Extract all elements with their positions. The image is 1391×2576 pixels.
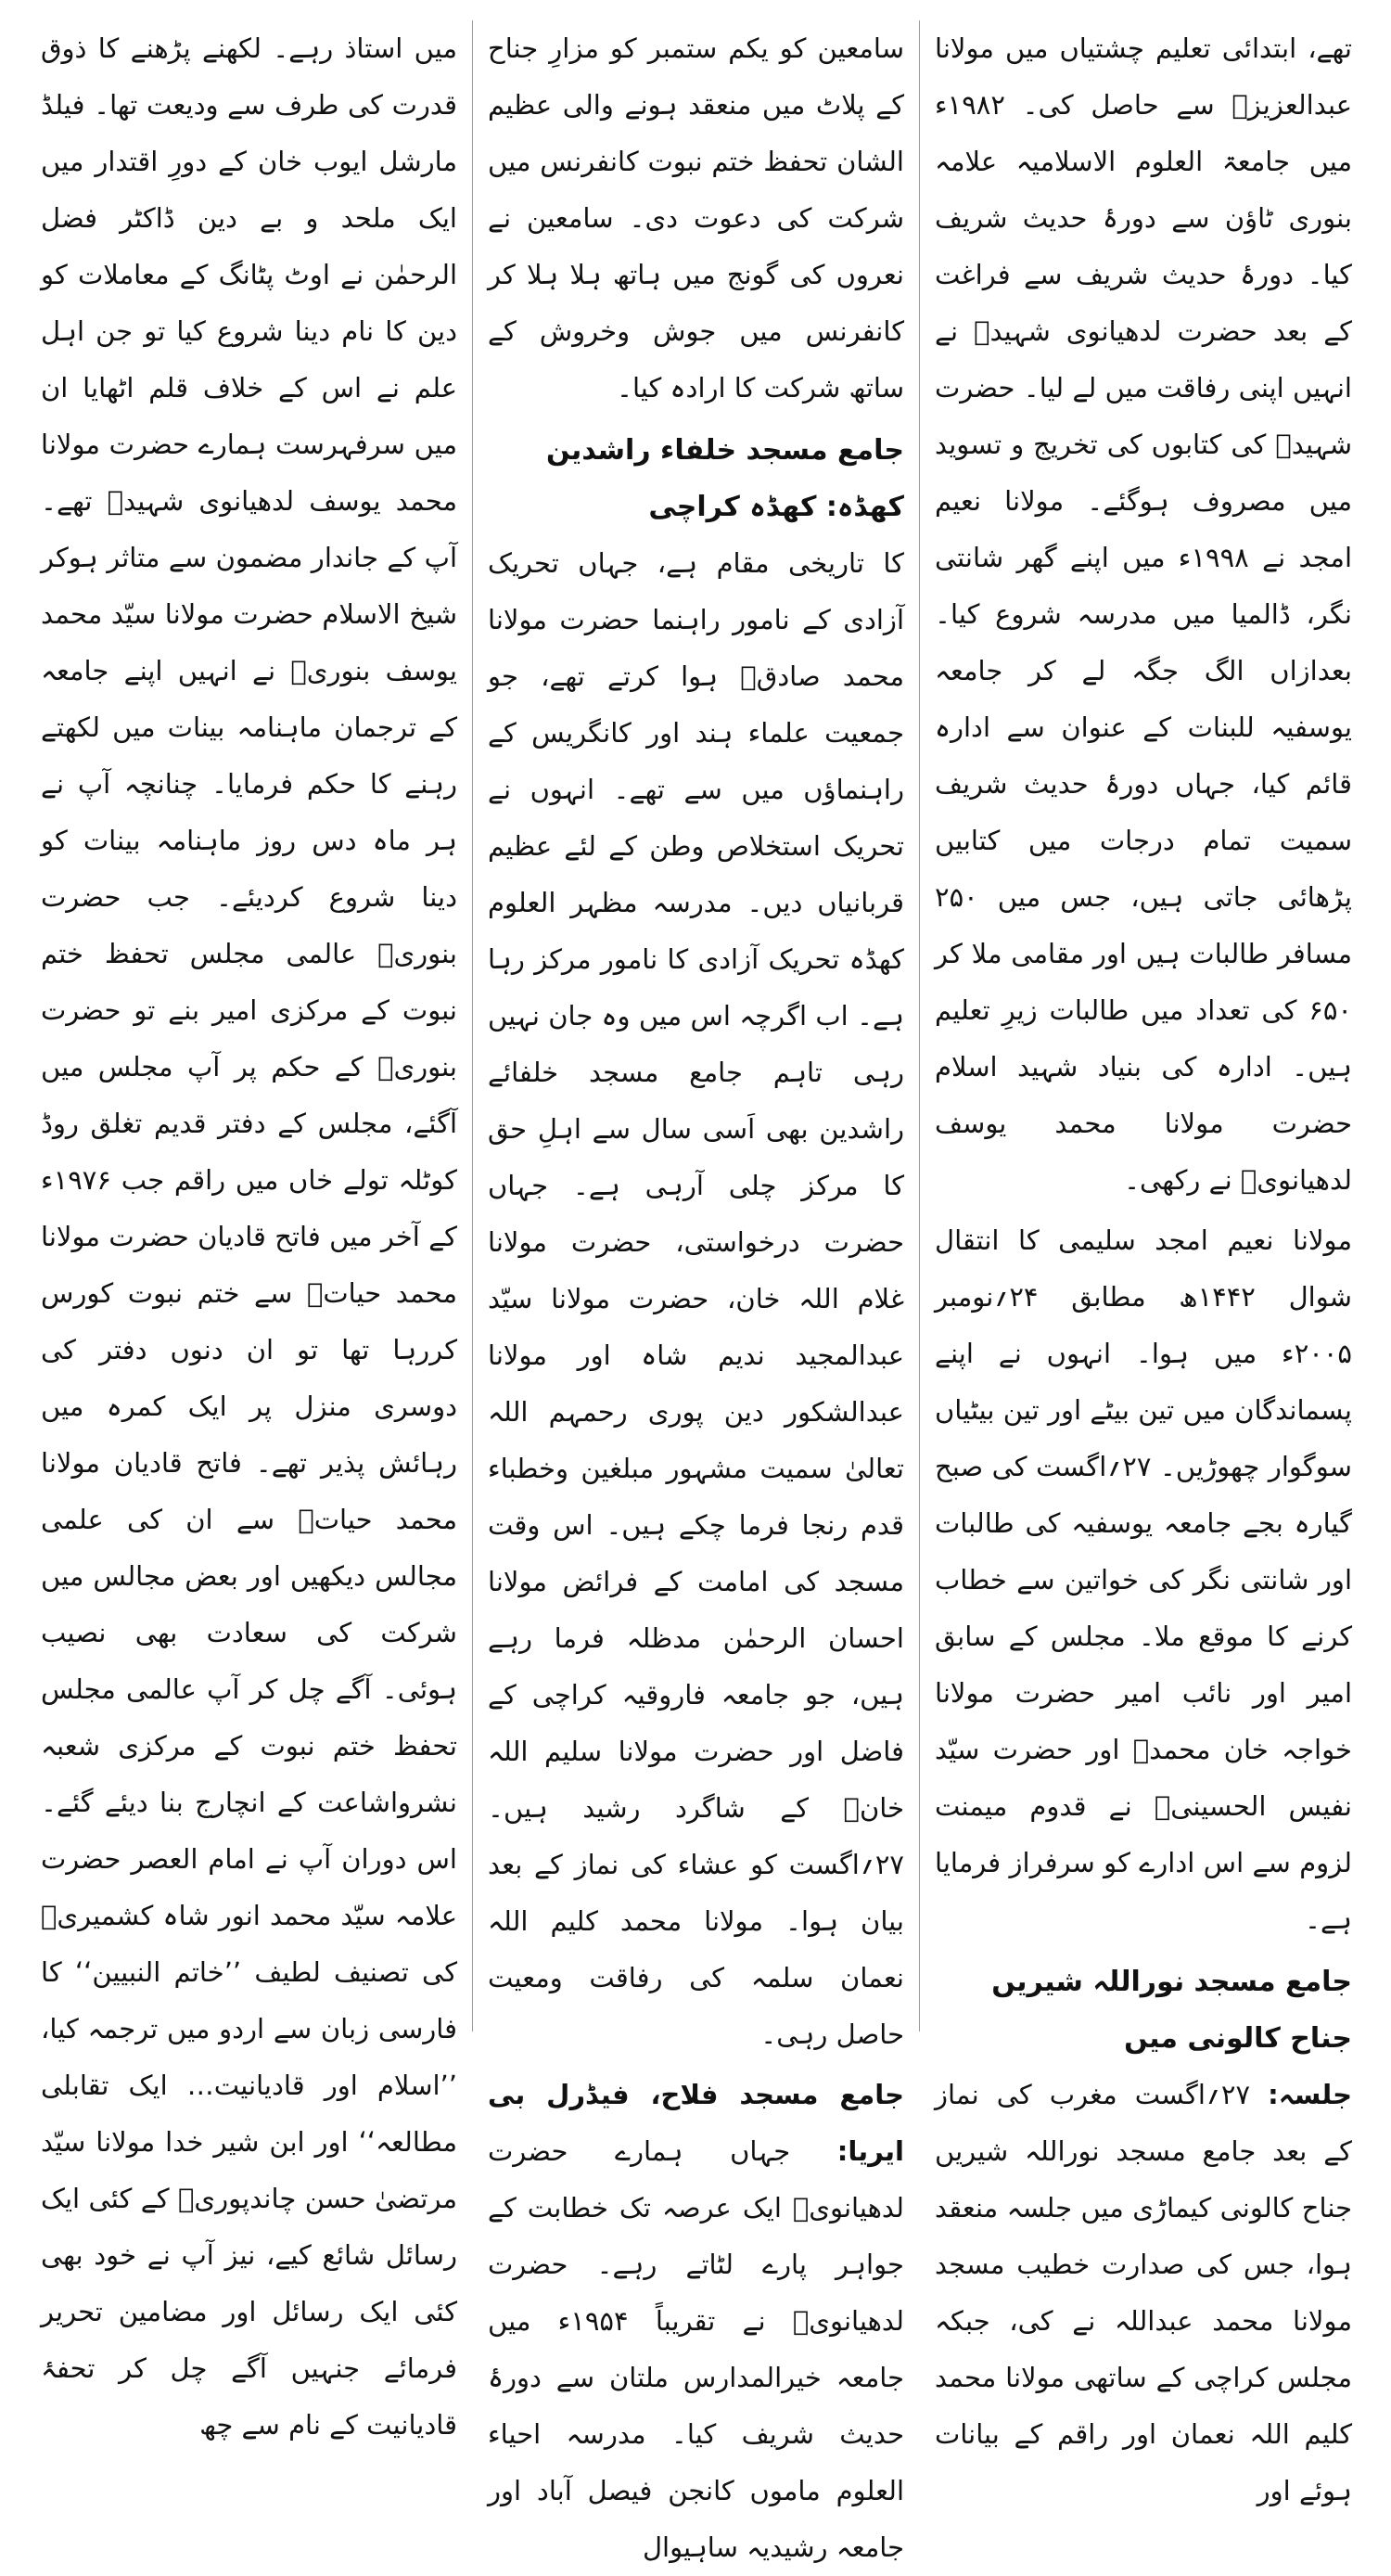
column-right — [920, 20, 1367, 2506]
paragraph-text: ۲۷؍اگست مغرب کی نماز کے بعد جامع مسجد نوراللہ شیریں جناح کالونی کیماڑی میں جلسہ منعقد ہوا، جس کی صدارت خطیب مسجد مولانا محمد عبداللہ نے کی، جبکہ مجلس کراچی کے ساتھی مولانا محمد کلیم اللہ نعمان اور راقم کے بیانات ہوئے اور — [935, 2079, 1352, 2506]
run-in-heading: جامع مسجد فلاح، فیڈرل بی ایریا: — [488, 2079, 904, 2167]
paragraph — [935, 2067, 1352, 2519]
paragraph — [488, 2067, 904, 2576]
column-middle — [473, 20, 920, 2563]
section-heading: جامع مسجد نوراللہ شیریں جناح کالونی میں — [991, 1966, 1352, 2055]
paragraph: تھے، ابتدائی تعلیم چشتیاں میں مولانا عبدالعزیزؒ سے حاصل کی۔ ۱۹۸۲ء میں جامعۃ العلوم الاسلامیہ علامہ بنوری ٹاؤن سے دورۂ حدیث شریف کیا۔ دورۂ حدیث شریف سے فراغت کے بعد حضرت لدھیانوی شہیدؒ نے انہیں اپنی رفاقت میں لے لیا۔ حضرت شہیدؒ کی کتابوں کی تخریج و تسوید میں مصروف ہوگئے۔ مولانا نعیم امجد نے ۱۹۹۸ء میں اپنے گھر شانتی نگر، ڈالمیا میں مدرسہ شروع کیا۔ بعدازاں الگ جگہ لے کر جامعہ یوسفیہ للبنات کے عنوان سے ادارہ قائم کیا، جہاں دورۂ حدیث شریف سمیت تمام درجات میں کتابیں پڑھائی جاتی ہیں، جس میں ۲۵۰ مسافر طالبات ہیں اور مقامی ملا کر ۶۵۰ کی تعداد میں طالبات زیرِ تعلیم ہیں۔ ادارہ کی بنیاد شہید اسلام حضرت مولانا محمد یوسف لدھیانویؒ نے رکھی۔ — [935, 32, 1352, 1196]
section-heading: جامع مسجد خلفاء راشدین کھڈہ: کھڈہ کراچی — [545, 434, 904, 523]
paragraph: سامعین کو یکم ستمبر کو مزارِ جناح کے پلاٹ میں منعقد ہونے والی عظیم الشان تحفظ ختم نبوت کانفرنس میں شرکت کی دعوت دی۔ سامعین نے نعروں کی گونج میں ہاتھ ہلا ہلا کر کانفرنس میں جوش وخروش کے ساتھ شرکت کا ارادہ کیا۔ — [488, 32, 904, 404]
paragraph: میں استاذ رہے۔ لکھنے پڑھنے کا ذوق قدرت کی طرف سے ودیعت تھا۔ فیلڈ مارشل ایوب خان کے دورِ اقتدار میں ایک ملحد و بے دین ڈاکٹر فضل الرحمٰن نے اوٹ پٹانگ کے معاملات کو دین کا نام دینا شروع کیا تو جن اہل علم نے اس کے خلاف قلم اٹھایا ان میں سرفہرست ہمارے حضرت مولانا محمد یوسف لدھیانوی شہیدؒ تھے۔ آپ کے جاندار مضمون سے متاثر ہوکر شیخ الاسلام حضرت مولانا سیّد محمد یوسف بنوریؒ نے انہیں اپنے جامعہ کے ترجمان ماہنامہ بینات میں لکھتے رہنے کا حکم فرمایا۔ چنانچہ آپ نے ہر ماہ دس روز ماہنامہ بینات کو دینا شروع کردیئے۔ جب حضرت بنوریؒ عالمی مجلس تحفظ ختم نبوت کے مرکزی امیر بنے تو حضرت بنوریؒ کے حکم پر آپ مجلس میں آگئے، مجلس کے دفتر قدیم تغلق روڈ کوٹلہ تولے خاں میں راقم جب ۱۹۷۶ء کے آخر میں فاتح قادیان حضرت مولانا محمد حیاتؒ سے ختم نبوت کورس کررہا تھا تو ان دنوں دفتر کی دوسری منزل پر ایک کمرہ میں رہائش پذیر تھے۔ فاتح قادیان مولانا محمد حیاتؒ سے ان کی علمی مجالس دیکھیں اور بعض مجالس میں شرکت کی سعادت بھی نصیب ہوئی۔ آگے چل کر آپ عالمی مجلس تحفظ ختم نبوت کے مرکزی شعبہ نشرواشاعت کے انچارج بنا دیئے گئے۔ اس دوران آپ نے امام العصر حضرت علامہ سیّد محمد انور شاہ کشمیریؒ کی تصنیف لطیف ’’خاتم النبیین‘‘ کا فارسی زبان سے اردو میں ترجمہ کیا، ’’اسلام اور قادیانیت… ایک تقابلی مطالعہ‘‘ اور ابن شیر خدا مولانا سیّد مرتضیٰ حسن چاندپوریؒ کے کئی ایک رسائل شائع کیے، نیز آپ نے خود بھی کئی ایک رسائل اور مضامین تحریر فرمائے جنہیں آگے چل کر تحفۂ قادیانیت کے نام سے چھ — [41, 32, 457, 2441]
paragraph-text: جہاں ہمارے حضرت لدھیانویؒ ایک عرصہ تک خطابت کے جواہر پارے لٹاتے رہے۔ حضرت لدھیانویؒ نے تقریباً ۱۹۵۴ء میں جامعہ خیرالمدارس ملتان سے دورۂ حدیث شریف کیا۔ مدرسہ احیاء العلوم ماموں کانجن فیصل آباد اور جامعہ رشیدیہ ساہیوال — [488, 2135, 904, 2563]
paragraph: کا تاریخی مقام ہے، جہاں تحریک آزادی کے نامور راہنما حضرت مولانا محمد صادقؒ ہوا کرتے تھے، جو جمعیت علماء ہند اور کانگریس کے راہنماؤں میں سے تھے۔ انہوں نے تحریک استخلاص وطن کے لئے عظیم قربانیاں دیں۔ مدرسہ مظہر العلوم کھڈہ تحریک آزادی کا نامور مرکز رہا ہے۔ اب اگرچہ اس میں وہ جان نہیں رہی تاہم جامع مسجد خلفائے راشدین بھی اَسی سال سے اہلِ حق کا مرکز چلی آرہی ہے۔ جہاں حضرت درخواستی، حضرت مولانا غلام اللہ خان، حضرت مولانا سیّد عبدالمجید ندیم شاہ اور مولانا عبدالشکور دین پوری رحمہم اللہ تعالیٰ سمیت مشہور مبلغین وخطباء قدم رنجا فرما چکے ہیں۔ اس وقت مسجد کی امامت کے فرائض مولانا احسان الرحمٰن مدظلہ فرما رہے ہیں، جو جامعہ فاروقیہ کراچی کے فاضل اور حضرت مولانا سلیم اللہ خانؒ کے شاگرد رشید ہیں۔ ۲۷؍اگست کو عشاء کی نماز کے بعد بیان ہوا۔ مولانا محمد کلیم اللہ نعمان سلمہ کی رفاقت ومعیت حاصل رہی۔ — [488, 547, 904, 2050]
paragraph: مولانا نعیم امجد سلیمی کا انتقال شوال ۱۴۴۲ھ مطابق ۲۴؍نومبر ۲۰۰۵ء میں ہوا۔ انہوں نے اپنے پسماندگان میں تین بیٹے اور تین بیٹیاں سوگوار چھوڑیں۔ ۲۷؍اگست کی صبح گیارہ بجے جامعہ یوسفیہ کی طالبات اور شانتی نگر کی خواتین سے خطاب کرنے کا موقع ملا۔ مجلس کے سابق امیر اور نائب امیر حضرت مولانا خواجہ خان محمدؒ اور حضرت سیّد نفیس الحسینیؒ نے قدوم میمنت لزوم سے اس ادارے کو سرفراز فرمایا ہے۔ — [935, 1224, 1352, 1935]
column-left — [26, 20, 473, 2441]
run-in-heading: جلسہ: — [1268, 2079, 1352, 2110]
